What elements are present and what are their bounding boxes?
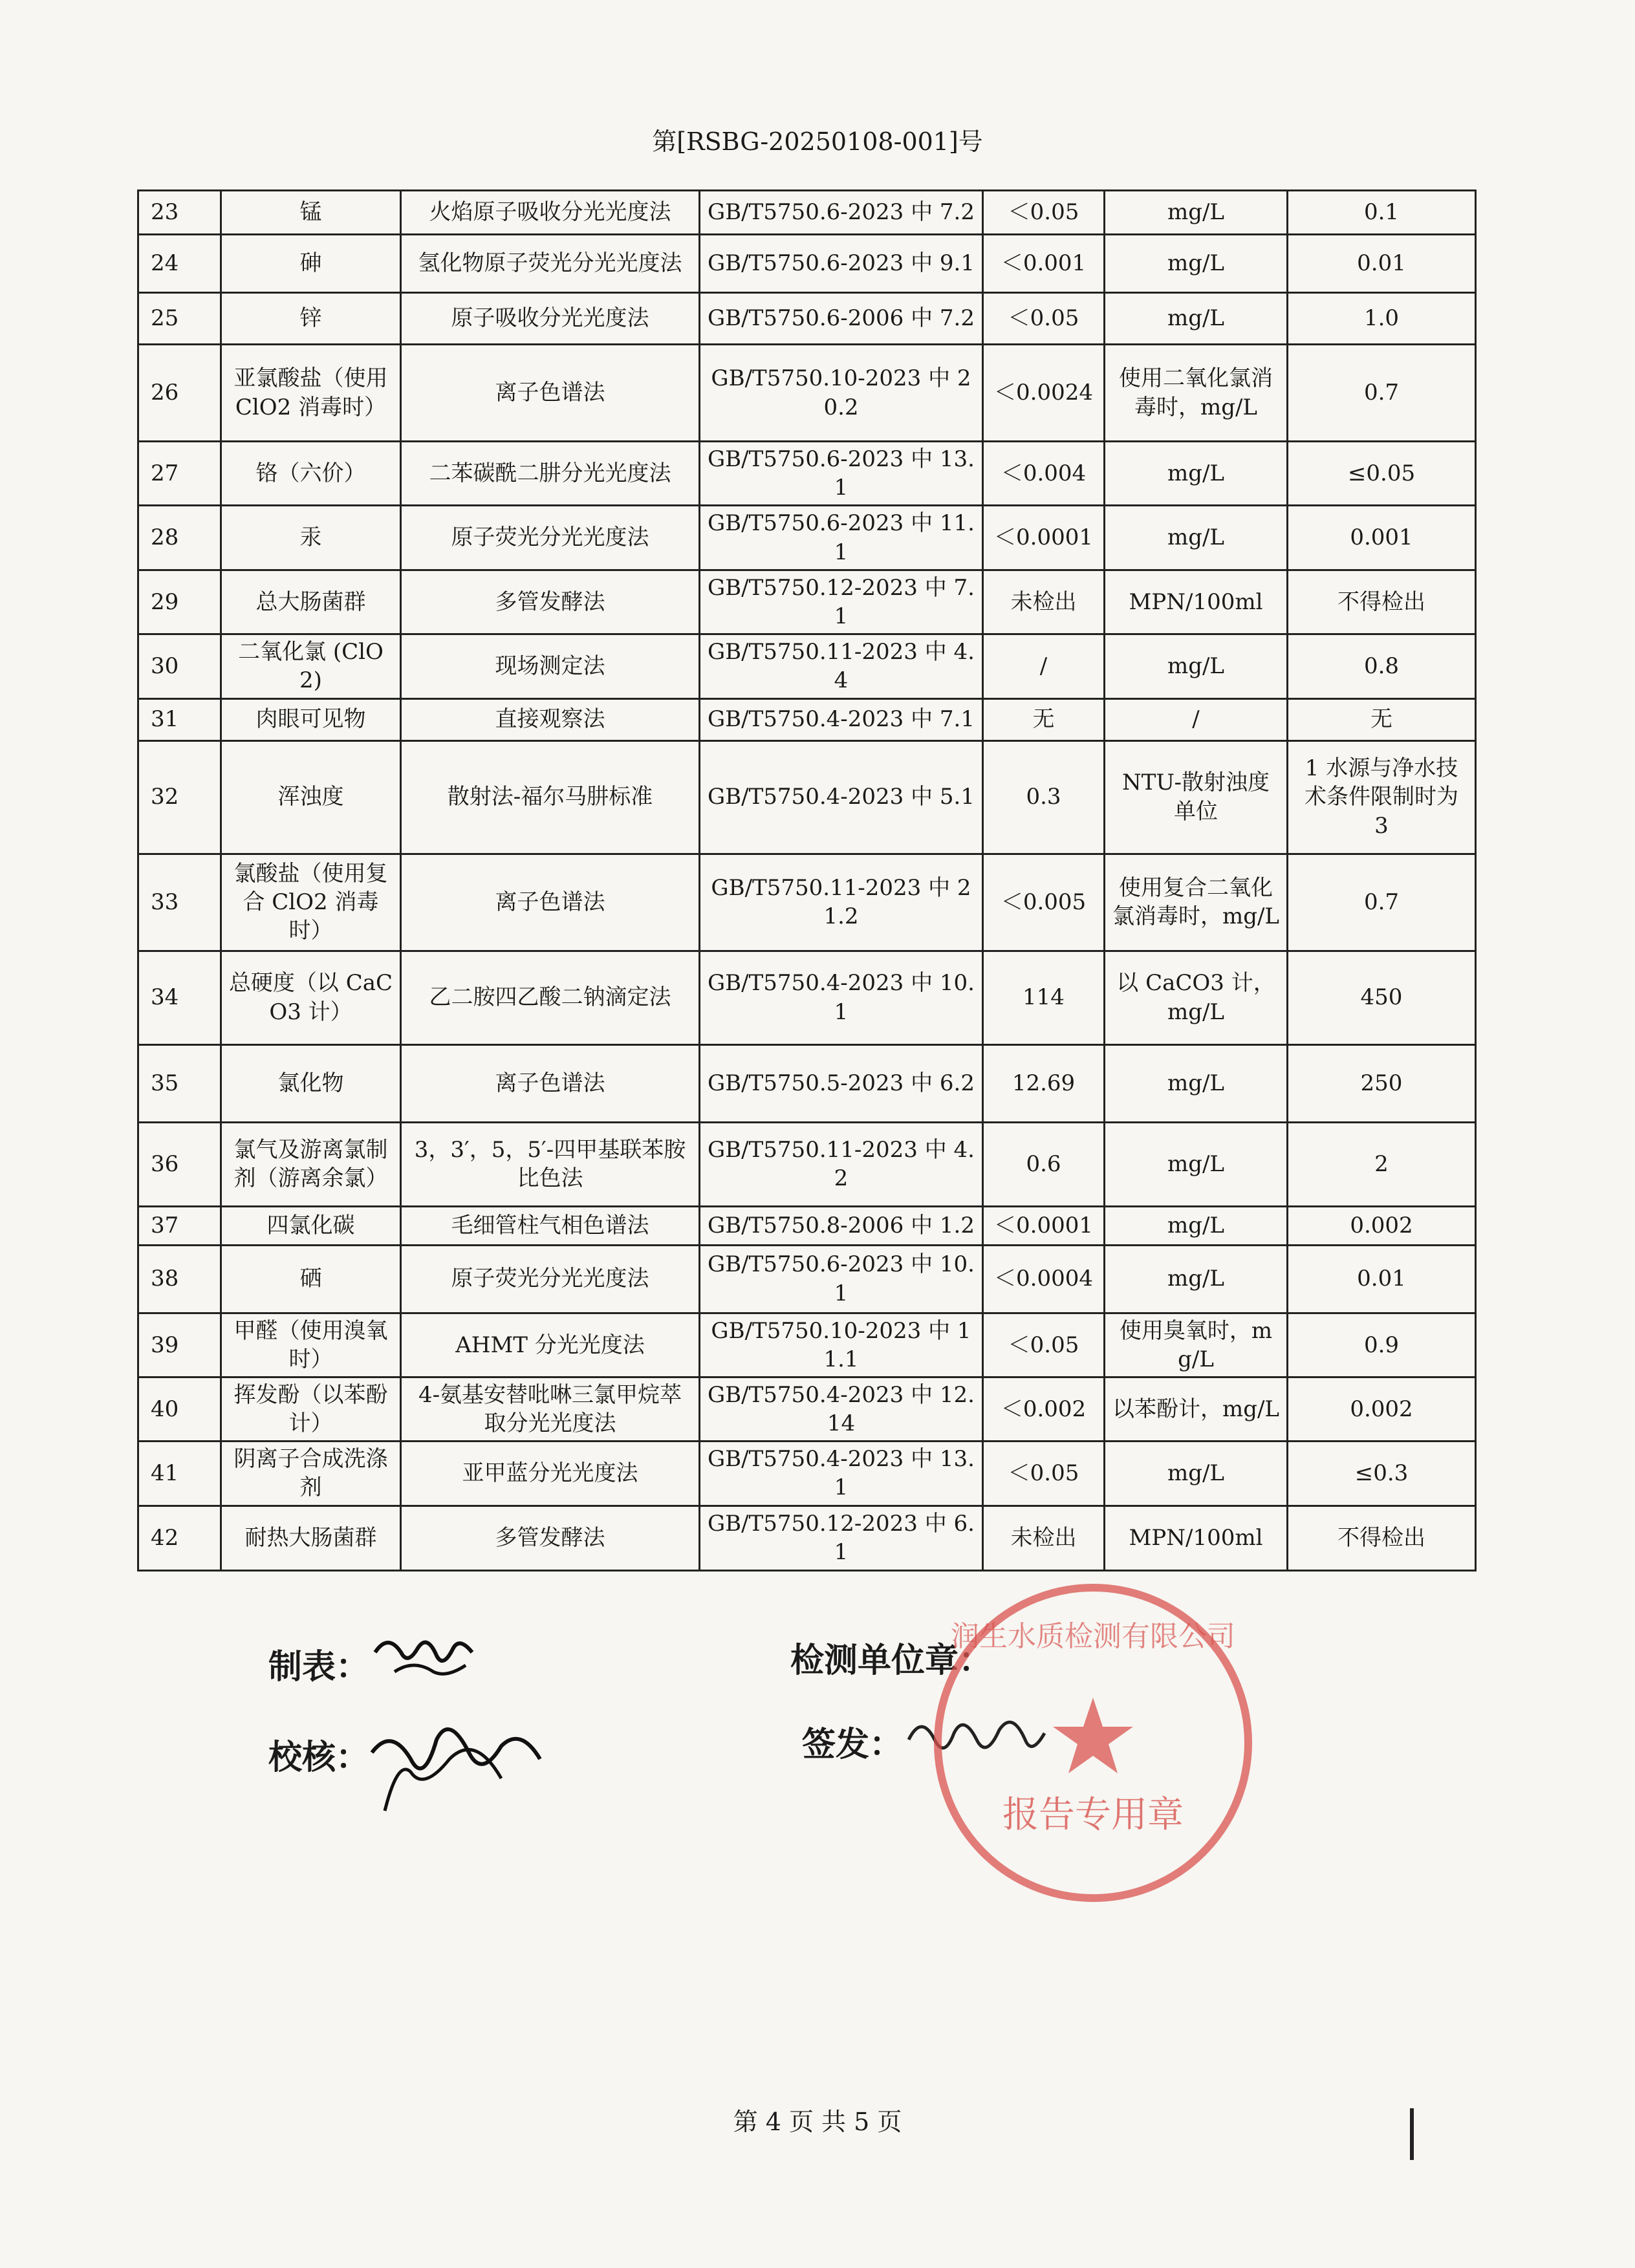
cell-no: 37 <box>138 1206 221 1245</box>
cell-result: 未检出 <box>983 570 1105 634</box>
cell-result: ＜0.05 <box>983 1313 1105 1377</box>
cell-item: 甲醛（使用溴氧时） <box>221 1313 401 1377</box>
cell-standard: GB/T5750.4-2023 中 7.1 <box>700 698 983 740</box>
cell-unit: mg/L <box>1105 634 1288 698</box>
cell-standard: GB/T5750.5-2023 中 6.2 <box>700 1044 983 1122</box>
cell-standard: GB/T5750.8-2006 中 1.2 <box>700 1206 983 1245</box>
cell-item: 汞 <box>221 506 401 570</box>
cell-limit: 0.001 <box>1288 506 1476 570</box>
cell-limit: 0.8 <box>1288 634 1476 698</box>
cell-standard: GB/T5750.4-2023 中 5.1 <box>700 740 983 854</box>
cell-standard: GB/T5750.6-2023 中 13.1 <box>700 442 983 506</box>
cell-limit: 0.7 <box>1288 854 1476 951</box>
cell-no: 38 <box>138 1245 221 1313</box>
cell-standard: GB/T5750.6-2023 中 11.1 <box>700 506 983 570</box>
cell-limit: 450 <box>1288 951 1476 1044</box>
edge-mark <box>1410 2108 1414 2160</box>
prepared-by-signature <box>369 1626 479 1685</box>
cell-no: 27 <box>138 442 221 506</box>
cell-method: 原子荧光分光光度法 <box>401 506 700 570</box>
table-row <box>138 235 1476 293</box>
checked-by-signature <box>365 1701 572 1830</box>
cell-method: 3，3′，5，5′-四甲基联苯胺比色法 <box>401 1122 700 1206</box>
cell-standard: GB/T5750.6-2006 中 7.2 <box>700 293 983 345</box>
cell-limit: 0.002 <box>1288 1206 1476 1245</box>
cell-standard: GB/T5750.12-2023 中 6.1 <box>700 1506 983 1570</box>
cell-unit: mg/L <box>1105 1245 1288 1313</box>
table-row <box>138 1442 1476 1506</box>
cell-result: ＜0.005 <box>983 854 1105 951</box>
cell-method: 离子色谱法 <box>401 1044 700 1122</box>
cell-item: 二氧化氯 (ClO2) <box>221 634 401 698</box>
cell-method: 亚甲蓝分光光度法 <box>401 1442 700 1506</box>
cell-method: 毛细管柱气相色谱法 <box>401 1206 700 1245</box>
cell-no: 36 <box>138 1122 221 1206</box>
testing-unit-seal-label: 检测单位章： <box>790 1641 993 1680</box>
cell-unit: mg/L <box>1105 1044 1288 1122</box>
report-number: 第[RSBG-20250108-001]号 <box>652 127 983 156</box>
cell-standard: GB/T5750.4-2023 中 12.14 <box>700 1377 983 1441</box>
cell-standard: GB/T5750.11-2023 中 4.2 <box>700 1122 983 1206</box>
cell-unit: MPN/100ml <box>1105 570 1288 634</box>
cell-method: 现场测定法 <box>401 634 700 698</box>
cell-no: 30 <box>138 634 221 698</box>
cell-limit: 无 <box>1288 698 1476 740</box>
cell-unit: / <box>1105 698 1288 740</box>
cell-method: 二苯碳酰二肼分光光度法 <box>401 442 700 506</box>
cell-limit: 0.01 <box>1288 1245 1476 1313</box>
cell-item: 浑浊度 <box>221 740 401 854</box>
table-row <box>138 698 1476 740</box>
cell-unit: mg/L <box>1105 235 1288 293</box>
cell-item: 肉眼可见物 <box>221 698 401 740</box>
cell-unit: 使用复合二氧化氯消毒时，mg/L <box>1105 854 1288 951</box>
cell-no: 32 <box>138 740 221 854</box>
table-row <box>138 951 1476 1044</box>
cell-result: ＜0.05 <box>983 191 1105 235</box>
table-row <box>138 1206 1476 1245</box>
cell-method: 乙二胺四乙酸二钠滴定法 <box>401 951 700 1044</box>
cell-item: 氯酸盐（使用复合 ClO2 消毒时） <box>221 854 401 951</box>
cell-result: ＜0.0001 <box>983 1206 1105 1245</box>
table-row <box>138 1245 1476 1313</box>
cell-limit: 0.1 <box>1288 191 1476 235</box>
cell-limit: 0.01 <box>1288 235 1476 293</box>
cell-limit: 不得检出 <box>1288 1506 1476 1570</box>
cell-item: 耐热大肠菌群 <box>221 1506 401 1570</box>
test-results-table <box>137 189 1477 1571</box>
cell-standard: GB/T5750.6-2023 中 7.2 <box>700 191 983 235</box>
svg-text:润生水质检测有限公司: 润生水质检测有限公司 <box>951 1620 1235 1653</box>
cell-item: 氯气及游离氯制剂（游离余氯） <box>221 1122 401 1206</box>
table-row <box>138 345 1476 442</box>
table-row <box>138 1506 1476 1570</box>
cell-limit: 不得检出 <box>1288 570 1476 634</box>
cell-result: 无 <box>983 698 1105 740</box>
checked-by-label: 校核： <box>268 1738 370 1777</box>
cell-result: ＜0.05 <box>983 1442 1105 1506</box>
cell-no: 31 <box>138 698 221 740</box>
cell-limit: 1 水源与净水技术条件限制时为 3 <box>1288 740 1476 854</box>
cell-method: 散射法-福尔马肼标准 <box>401 740 700 854</box>
cell-method: 离子色谱法 <box>401 854 700 951</box>
cell-limit: 0.9 <box>1288 1313 1476 1377</box>
cell-limit: 0.002 <box>1288 1377 1476 1441</box>
table-row <box>138 1044 1476 1122</box>
cell-limit: ≤0.3 <box>1288 1442 1476 1506</box>
cell-result: 0.3 <box>983 740 1105 854</box>
cell-unit: mg/L <box>1105 191 1288 235</box>
cell-unit: mg/L <box>1105 293 1288 345</box>
cell-result: 12.69 <box>983 1044 1105 1122</box>
cell-no: 34 <box>138 951 221 1044</box>
cell-limit: 2 <box>1288 1122 1476 1206</box>
cell-item: 挥发酚（以苯酚计） <box>221 1377 401 1441</box>
cell-method: 直接观察法 <box>401 698 700 740</box>
cell-no: 41 <box>138 1442 221 1506</box>
cell-no: 25 <box>138 293 221 345</box>
cell-unit: MPN/100ml <box>1105 1506 1288 1570</box>
cell-unit: NTU-散射浊度单位 <box>1105 740 1288 854</box>
cell-unit: mg/L <box>1105 1206 1288 1245</box>
page-number: 第 4 页 共 5 页 <box>733 2108 902 2136</box>
table-row <box>138 1377 1476 1441</box>
cell-standard: GB/T5750.12-2023 中 7.1 <box>700 570 983 634</box>
table-row <box>138 1122 1476 1206</box>
cell-unit: mg/L <box>1105 1122 1288 1206</box>
cell-item: 铬（六价） <box>221 442 401 506</box>
cell-method: 原子吸收分光光度法 <box>401 293 700 345</box>
cell-standard: GB/T5750.10-2023 中 20.2 <box>700 345 983 442</box>
cell-method: AHMT 分光光度法 <box>401 1313 700 1377</box>
prepared-by-label: 制表： <box>268 1648 370 1687</box>
table-row <box>138 1313 1476 1377</box>
cell-unit: mg/L <box>1105 1442 1288 1506</box>
table-row <box>138 506 1476 570</box>
cell-limit: ≤0.05 <box>1288 442 1476 506</box>
issued-by-label: 签发： <box>802 1725 904 1764</box>
cell-result: ＜0.0001 <box>983 506 1105 570</box>
cell-no: 28 <box>138 506 221 570</box>
cell-unit: 以苯酚计，mg/L <box>1105 1377 1288 1441</box>
table-row <box>138 634 1476 698</box>
cell-result: ＜0.004 <box>983 442 1105 506</box>
table-row <box>138 740 1476 854</box>
cell-method: 氢化物原子荧光分光光度法 <box>401 235 700 293</box>
cell-standard: GB/T5750.4-2023 中 10.1 <box>700 951 983 1044</box>
cell-item: 亚氯酸盐（使用 ClO2 消毒时） <box>221 345 401 442</box>
cell-no: 42 <box>138 1506 221 1570</box>
cell-method: 多管发酵法 <box>401 1506 700 1570</box>
cell-result: 0.6 <box>983 1122 1105 1206</box>
cell-method: 多管发酵法 <box>401 570 700 634</box>
cell-standard: GB/T5750.11-2023 中 4.4 <box>700 634 983 698</box>
cell-method: 离子色谱法 <box>401 345 700 442</box>
cell-result: ＜0.002 <box>983 1377 1105 1441</box>
cell-result: 未检出 <box>983 1506 1105 1570</box>
cell-no: 24 <box>138 235 221 293</box>
cell-no: 35 <box>138 1044 221 1122</box>
cell-result: ＜0.001 <box>983 235 1105 293</box>
cell-no: 33 <box>138 854 221 951</box>
cell-item: 锰 <box>221 191 401 235</box>
cell-item: 氯化物 <box>221 1044 401 1122</box>
cell-standard: GB/T5750.4-2023 中 13.1 <box>700 1442 983 1506</box>
cell-item: 总硬度（以 CaCO3 计） <box>221 951 401 1044</box>
cell-result: ＜0.0024 <box>983 345 1105 442</box>
table-row <box>138 191 1476 235</box>
cell-item: 总大肠菌群 <box>221 570 401 634</box>
cell-item: 硒 <box>221 1245 401 1313</box>
cell-result: ＜0.0004 <box>983 1245 1105 1313</box>
cell-unit: 使用臭氧时，mg/L <box>1105 1313 1288 1377</box>
cell-no: 29 <box>138 570 221 634</box>
cell-method: 原子荧光分光光度法 <box>401 1245 700 1313</box>
cell-result: ＜0.05 <box>983 293 1105 345</box>
cell-unit: 以 CaCO3 计，mg/L <box>1105 951 1288 1044</box>
cell-standard: GB/T5750.10-2023 中 11.1 <box>700 1313 983 1377</box>
table-row <box>138 442 1476 506</box>
cell-no: 26 <box>138 345 221 442</box>
cell-result: 114 <box>983 951 1105 1044</box>
cell-item: 四氯化碳 <box>221 1206 401 1245</box>
cell-item: 阴离子合成洗涤剂 <box>221 1442 401 1506</box>
cell-result: / <box>983 634 1105 698</box>
cell-item: 锌 <box>221 293 401 345</box>
cell-limit: 250 <box>1288 1044 1476 1122</box>
cell-limit: 1.0 <box>1288 293 1476 345</box>
table-row <box>138 293 1476 345</box>
cell-no: 40 <box>138 1377 221 1441</box>
cell-limit: 0.7 <box>1288 345 1476 442</box>
company-seal <box>918 1568 1268 1917</box>
cell-no: 23 <box>138 191 221 235</box>
cell-standard: GB/T5750.6-2023 中 10.1 <box>700 1245 983 1313</box>
cell-method: 火焰原子吸收分光光度法 <box>401 191 700 235</box>
cell-unit: 使用二氧化氯消毒时，mg/L <box>1105 345 1288 442</box>
svg-text:报告专用章: 报告专用章 <box>1002 1794 1184 1836</box>
cell-no: 39 <box>138 1313 221 1377</box>
table-row <box>138 854 1476 951</box>
cell-item: 砷 <box>221 235 401 293</box>
cell-unit: mg/L <box>1105 506 1288 570</box>
cell-unit: mg/L <box>1105 442 1288 506</box>
cell-standard: GB/T5750.11-2023 中 21.2 <box>700 854 983 951</box>
cell-method: 4-氨基安替吡啉三氯甲烷萃取分光光度法 <box>401 1377 700 1441</box>
table-row <box>138 570 1476 634</box>
cell-standard: GB/T5750.6-2023 中 9.1 <box>700 235 983 293</box>
